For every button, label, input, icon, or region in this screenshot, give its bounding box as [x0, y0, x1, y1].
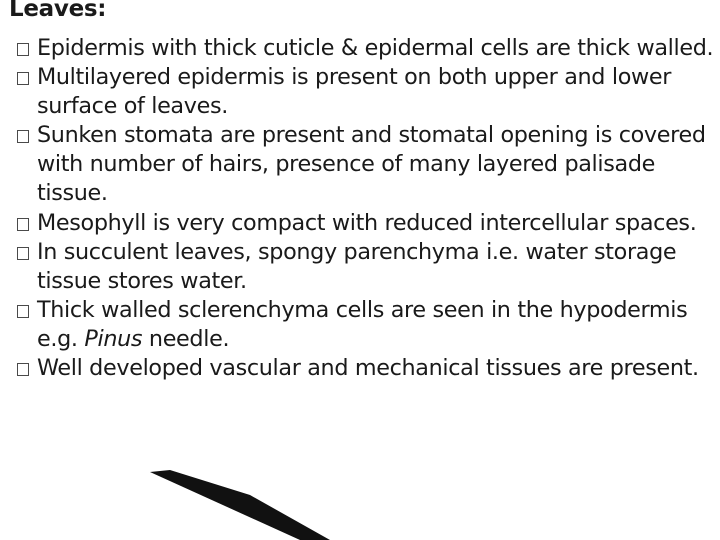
bullet-list: [16, 34, 716, 383]
slide-title: Leaves:: [9, 0, 107, 22]
square-bullet-icon: [17, 247, 29, 260]
bullet-item: [16, 296, 716, 354]
bullet-text-before: Thick walled sclerenchyma cells are seen in the hypodermis e.g.: [37, 296, 688, 352]
bullet-item: [16, 121, 716, 208]
species-name: Pinus: [84, 325, 143, 352]
square-bullet-icon: [17, 363, 29, 376]
bullet-item: [16, 354, 716, 383]
bullet-text: Sunken stomata are present and stomatal opening is covered with number of hairs, presence of many layered palisade tissue.: [37, 122, 706, 207]
square-bullet-icon: [17, 72, 29, 85]
square-bullet-icon: [17, 130, 29, 143]
bullet-item: [16, 34, 716, 63]
bullet-item: [16, 63, 716, 121]
bullet-text: Mesophyll is very compact with reduced intercellular spaces.: [37, 209, 697, 236]
bullet-text: In succulent leaves, spongy parenchyma i.e. water storage tissue stores water.: [37, 238, 677, 294]
square-bullet-icon: [17, 305, 29, 318]
square-bullet-icon: [17, 43, 29, 56]
swoosh-shape: [150, 470, 330, 540]
bullet-item: [16, 238, 716, 296]
bullet-text: Multilayered epidermis is present on both upper and lower surface of leaves.: [37, 64, 672, 120]
bullet-text: Epidermis with thick cuticle & epidermal cells are thick walled.: [37, 35, 714, 61]
bullet-text-after: needle.: [142, 325, 230, 352]
bullet-item: [16, 209, 716, 238]
bullet-text: Well developed vascular and mechanical tissues are present.: [37, 355, 699, 382]
square-bullet-icon: [17, 218, 29, 231]
